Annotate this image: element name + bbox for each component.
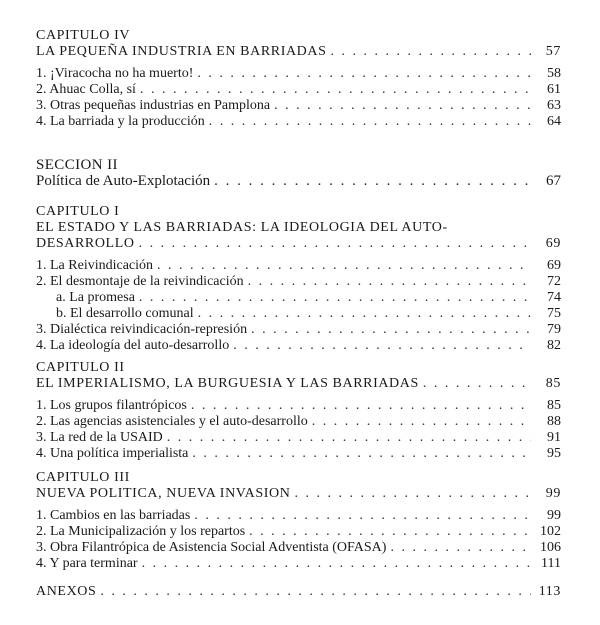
toc-entry [36, 322, 561, 338]
page-number: 85 [545, 376, 561, 391]
chapter-title: DESARROLLO [36, 236, 135, 251]
chapter-2 [36, 360, 561, 462]
toc-entry [36, 524, 561, 540]
leader-dots [140, 82, 531, 98]
page-number: 64 [547, 114, 561, 129]
chapter-1 [36, 204, 561, 354]
toc-entry [36, 274, 561, 290]
toc-entry [36, 508, 561, 524]
page-number: 91 [547, 430, 561, 445]
leader-dots [249, 524, 531, 540]
entry-label: b. El desarrollo comunal [56, 306, 194, 321]
toc-entry [36, 556, 561, 572]
leader-dots [139, 290, 531, 306]
page-number: 106 [540, 540, 561, 555]
leader-dots [294, 486, 531, 502]
leader-dots [214, 173, 531, 189]
entry-label: 2. El desmontaje de la reivindicación [36, 274, 244, 289]
toc-entry [36, 258, 561, 274]
page-number: 57 [545, 44, 561, 59]
entry-label: 3. Obra Filantrópica de Asistencia Social Adventista (OFASA) [36, 540, 387, 555]
page-number: 99 [545, 486, 561, 501]
chapter-title-row [36, 376, 561, 392]
chapter-title-row [36, 486, 561, 502]
leader-dots [312, 414, 531, 430]
chapter-title: LA PEQUEÑA INDUSTRIA EN BARRIADAS [36, 44, 327, 59]
entry-label: 4. La ideología del auto-desarrollo [36, 338, 230, 353]
page-number: 111 [541, 556, 561, 571]
chapter-title: NUEVA POLITICA, NUEVA INVASION [36, 486, 291, 501]
toc-entry [36, 446, 561, 462]
chapter-title-row [36, 44, 561, 60]
page-number: 99 [547, 508, 561, 523]
leader-dots [194, 508, 531, 524]
leader-dots [191, 398, 531, 414]
leader-dots [192, 446, 531, 462]
page-number: 79 [547, 322, 561, 337]
toc-subentry [36, 290, 561, 306]
toc-entry [36, 66, 561, 82]
toc-entry [36, 584, 561, 600]
leader-dots [390, 540, 531, 556]
leader-dots [233, 338, 531, 354]
page-number: 69 [547, 258, 561, 273]
toc-entry [36, 338, 561, 354]
chapter-title-line: EL ESTADO Y LAS BARRIADAS: LA IDEOLOGIA DEL AUTO- [36, 220, 448, 235]
toc-entry [36, 114, 561, 130]
chapter-label: CAPITULO III [36, 470, 130, 485]
toc-entry [36, 414, 561, 430]
chapter-4 [36, 28, 561, 130]
entry-label: 3. Otras pequeñas industrias en Pamplona [36, 98, 271, 113]
leader-dots [197, 66, 531, 82]
chapter-3 [36, 470, 561, 572]
leader-dots [157, 258, 531, 274]
entry-label: 2. Las agencias asistenciales y el auto-desarrollo [36, 414, 308, 429]
toc-subentry [36, 306, 561, 322]
entry-label: 1. La Reivindicación [36, 258, 154, 273]
leader-dots [198, 306, 531, 322]
entry-label: a. La promesa [56, 290, 135, 305]
entry-label: 1. Cambios en las barriadas [36, 508, 191, 523]
entry-label: ANEXOS [36, 584, 97, 599]
toc-entry [36, 398, 561, 414]
chapter-title-row [36, 236, 561, 252]
entry-label: 4. Una política imperialista [36, 446, 189, 461]
entry-label: 3. La red de la USAID [36, 430, 163, 445]
entry-label: 2. La Municipalización y los repartos [36, 524, 246, 539]
entry-label: 2. Ahuac Colla, sí [36, 82, 136, 97]
entry-label: 1. ¡Viracocha no ha muerto! [36, 66, 194, 81]
page-number: 72 [547, 274, 561, 289]
toc-entry [36, 82, 561, 98]
entry-label: 4. La barriada y la producción [36, 114, 205, 129]
section-label: SECCION II [36, 157, 118, 173]
appendices [36, 584, 561, 600]
entry-label: 4. Y para terminar [36, 556, 138, 571]
page-number: 63 [547, 98, 561, 113]
page-number: 67 [546, 173, 561, 189]
leader-dots [423, 376, 531, 392]
page-number: 113 [538, 584, 561, 599]
leader-dots [142, 556, 531, 572]
page-number: 61 [547, 82, 561, 97]
leader-dots [274, 98, 531, 114]
leader-dots [100, 584, 531, 600]
chapter-label: CAPITULO I [36, 204, 120, 219]
section-2 [36, 157, 561, 189]
entry-label: 3. Dialéctica reivindicación-represión [36, 322, 248, 337]
page-number: 69 [545, 236, 561, 251]
toc-entry [36, 430, 561, 446]
section-title: Política de Auto-Explotación [36, 173, 211, 189]
page-number: 85 [547, 398, 561, 413]
page-number: 82 [547, 338, 561, 353]
chapter-label: CAPITULO IV [36, 28, 131, 43]
leader-dots [209, 114, 531, 130]
leader-dots [248, 274, 531, 290]
toc-entry [36, 540, 561, 556]
chapter-label: CAPITULO II [36, 360, 125, 375]
page-number: 74 [547, 290, 561, 305]
page-number: 88 [547, 414, 561, 429]
section-title-row [36, 173, 561, 189]
page-number: 102 [540, 524, 561, 539]
leader-dots [251, 322, 531, 338]
entry-label: 1. Los grupos filantrópicos [36, 398, 187, 413]
page-number: 58 [547, 66, 561, 81]
page-number: 75 [547, 306, 561, 321]
leader-dots [139, 236, 531, 252]
page-number: 95 [547, 446, 561, 461]
toc-entry [36, 98, 561, 114]
leader-dots [330, 44, 531, 60]
chapter-title: EL IMPERIALISMO, LA BURGUESIA Y LAS BARRIADAS [36, 376, 419, 391]
leader-dots [167, 430, 531, 446]
